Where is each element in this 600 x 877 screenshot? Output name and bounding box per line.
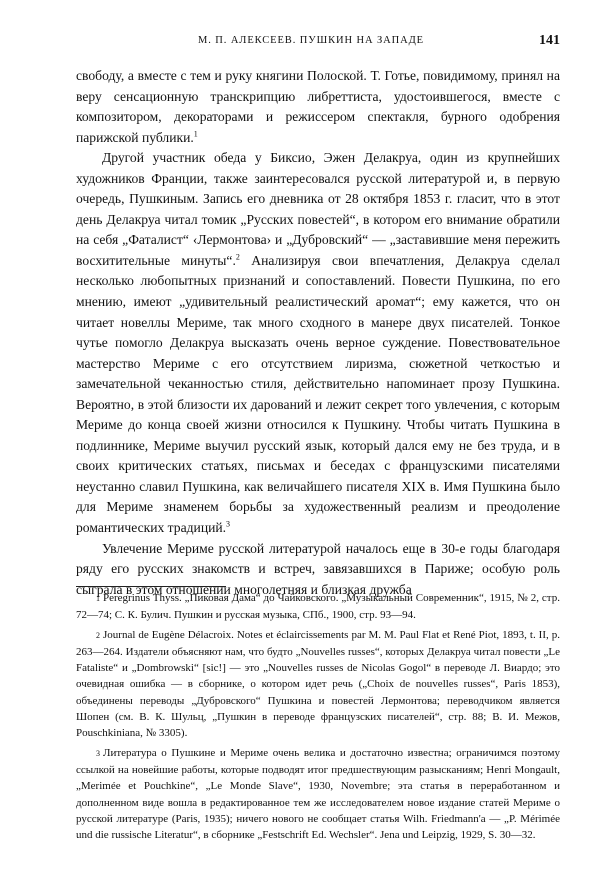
footnote (76, 590, 560, 624)
footnote-mark: 1 (96, 594, 100, 603)
paragraph (76, 148, 560, 538)
footnote-divider (76, 586, 226, 587)
page-header (76, 33, 560, 51)
footnote-text: Journal de Eugène Délacroix. Notes et éclaircissements par M. M. Paul Flat et René Piot, 1893, t. II, p. 263—264. Издатели объясняют нам, что будто „Nouvelles russes“, которых Делакруа читал повести „Le Fataliste“ и „Dombrowski“ [sic!] — это „Nouvelles russes de Nicolas Gogol“ в переводе Л. Виардо; это очевидная ошибка — в сборнике, о котором идет речь („Choix de nouvelles russes“, Paris 1853), объединены переводы „Дубровского“ Пушкина и повестей Лермонтова; переводчиком является Шопен (см. В. К. Шульц, „Пушкин в переводе французских писателей“, стр. 88; В. И. Межов, Pouschkiniana, № 3305). (76, 628, 560, 740)
paragraph-text: Увлечение Мериме русской литературой началось еще в 30-е годы благодаря ряду его русских знакомств и встреч, завязавшихся в Париже; особую роль сыграла в этом отношении многолетняя и близкая дружба (76, 540, 560, 597)
footnote-ref: 3 (226, 519, 231, 529)
footnote-text: Литература о Пушкине и Мериме очень велика и достаточно известна; ограничимся поэтому ссылкой на новейшие работы, которые подводят итог предшествующим разысканиям; Henri Mongault, „Merimée et Pouchkine“, „Le Monde Slave“, 1930, Novembre; эта статья в переработанном и дополненном виде вошла в редактированное тем же исследователем новое издание статей Мериме о русской литературе (Paris, 1935); ничего нового не сообщает статья Wilh. Friedmann'a — „P. Mérimée und die russische Literatur“, в сборнике „Festschrift Ed. Wechsler“. Jena und Leipzig, 1929, S. 30—32. (76, 746, 560, 842)
main-text (76, 66, 560, 600)
footnote-mark: 2 (96, 630, 100, 640)
footnote-text: Peregrinus Thyss. „Пиковая Дама“ до Чайковского. „Музыкальный Современник“, 1915, № 2, стр. 72—74; С. К. Булич. Пушкин и русская музыка, СПб., 1900, стр. 93—94. (76, 592, 560, 622)
footnote-ref: 2 (235, 252, 240, 262)
paragraph-text: Анализируя свои впечатления, Делакруа сделал несколько любопытных признаний и сопоставлений. Повести Пушкина, по его мнению, имеют „удивительный реалистический аромат“; ему кажется, что он читает новеллы Мериме, так много сходного в манере двух писателей. Тонкое чутье помогло Делакруа высказать очень верное суждение. Повествовательное мастерство Мериме с его отсутствием лиризма, сюжетной четкостью и замечательной чеканностью стиля, действительно напоминает прозу Пушкина. Вероятно, в этой близости их дарований и лежит секрет того увлечения, с которым Мериме до конца своей жизни относился к Пушкину. Чтобы читать Пушкина в подлиннике, Мериме выучил русский язык, который дался ему не без труда, и в своих критических статьях, письмах и беседах с французскими писателями неустанно славил Пушкина, как величайшего писателя XIX в. Имя Пушкина было для Мериме знаменем борьбы за художественный реализм и преодоление романтических традиций. (76, 252, 561, 536)
paragraph-text: свободу, а вместе с тем и руку княгини Полоской. Т. Готье, повидимому, принял на веру сенсационную транскрипцию либреттиста, удостоившегося, вместе с композитором, декораторами и режиссером спектакля, бурного одобрения парижской публики. (76, 68, 560, 145)
footnote (76, 627, 560, 742)
footnote-ref: 1 (193, 129, 198, 139)
paragraph-text: Другой участник обеда у Биксио, Эжен Делакруа, один из крупнейших художников Франции, также заинтересовался русской литературой и, в первую очередь, Пушкиным. Запись его дневника от 28 октября 1853 г. гласит, что в этот день Делакруа читал томик „Русских повестей“, в котором его внимание обратили на себя „Фаталист“ ‹Лермонтова› и „Дубровский“ — „заставившие меня пережить восхитительные минуты“. (76, 150, 560, 268)
running-title: М. П. АЛЕКСЕЕВ. ПУШКИН НА ЗАПАДЕ (198, 35, 424, 46)
page-number: 141 (539, 33, 560, 48)
footnote-mark: 3 (96, 748, 100, 758)
paragraph (76, 66, 560, 148)
footnotes (76, 590, 560, 846)
footnote (76, 745, 560, 844)
